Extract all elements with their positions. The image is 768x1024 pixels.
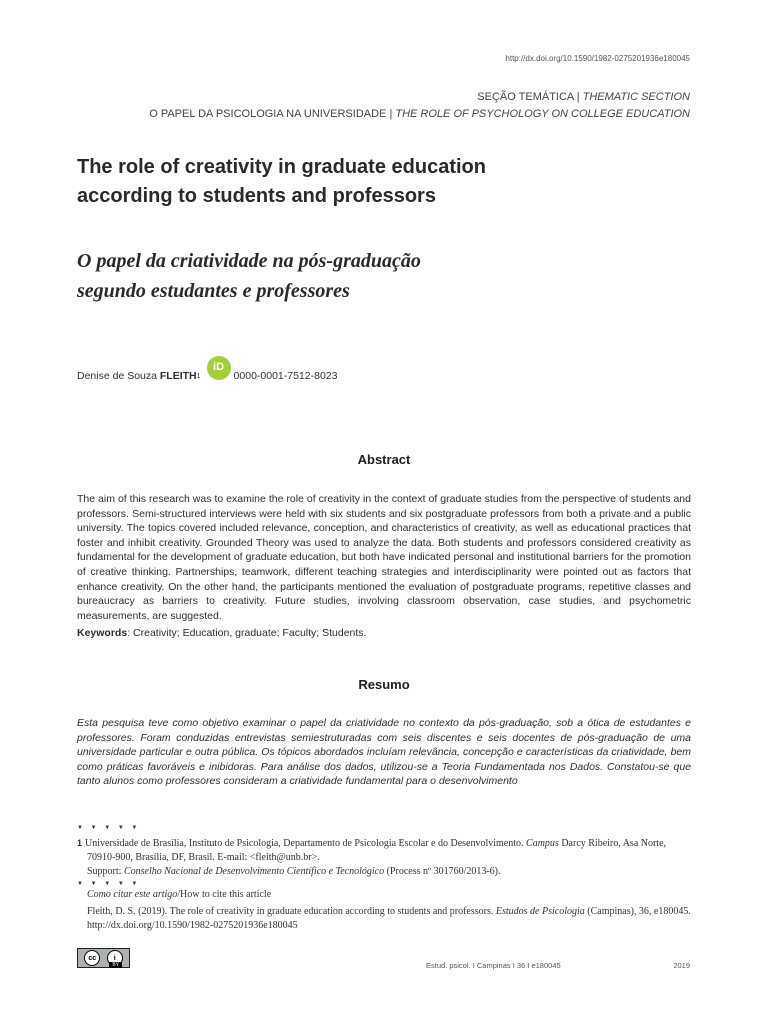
keywords: [77, 627, 691, 639]
support-process: (Process nº 301760/2013-6).: [384, 866, 501, 877]
orcid-icon[interactable]: [207, 356, 231, 380]
citation: [77, 905, 691, 933]
affiliation-rest: Darcy Ribeiro, Asa Norte, 70910-900, Brasília, DF, Brasil. E-mail: <fleith@unb.br>.: [87, 838, 667, 863]
doi-link[interactable]: http://dx.doi.org/10.1590/1982-0275201936e180045: [505, 54, 690, 63]
cc-icon: cc: [84, 950, 100, 966]
support-footnote: [77, 865, 691, 879]
support-org: Conselho Nacional de Desenvolvimento Científico e Tecnológico: [123, 866, 385, 877]
keywords-label: Keywords: [77, 627, 128, 639]
footnote-divider-arrows: ▼ ▼ ▼ ▼ ▼: [77, 825, 141, 831]
article-title-portuguese: [77, 246, 637, 306]
citation-rest: (Campinas), 36, e180045. http://dx.doi.org/10.1590/1982-0275201936e180045: [87, 906, 691, 931]
title-pt-line-2: segundo estudantes e professores: [77, 280, 350, 302]
section-line: [149, 89, 690, 106]
author-affiliation-mark: 1: [196, 372, 201, 380]
topic-separator: |: [386, 108, 396, 120]
section-en: THEMATIC SECTION: [582, 91, 690, 103]
title-en-line-1: The role of creativity in graduate education: [77, 156, 486, 178]
author-surname: FLEITH: [159, 370, 197, 382]
cc-by-license-badge[interactable]: [77, 948, 130, 968]
orcid-icon-label: iD: [213, 361, 225, 373]
section-separator: |: [573, 91, 583, 103]
resumo-heading: Resumo: [358, 677, 410, 692]
keywords-list: : Creativity; Education, graduate; Faculty; Students.: [127, 627, 367, 639]
topic-en: THE ROLE OF PSYCHOLOGY ON COLLEGE EDUCATION: [395, 108, 690, 120]
title-pt-line-1: O papel da criatividade na pós-graduação: [77, 250, 421, 272]
article-title-english: [77, 153, 637, 211]
footnote-divider-arrows-2: ▼ ▼ ▼ ▼ ▼: [77, 881, 141, 887]
author-given-name: Denise de Souza: [77, 370, 160, 382]
section-header: [149, 89, 690, 123]
publication-year: 2019: [673, 961, 690, 970]
attribution-icon: i: [107, 950, 123, 966]
footnote-mark: 1: [77, 838, 83, 848]
journal-reference: Estud. psicol. I Campinas I 36 I e180045: [426, 961, 561, 970]
cite-label-pt: Como citar este artigo: [87, 889, 178, 900]
abstract-text: The aim of this research was to examine the role of creativity in the context of graduate studies from the perspective of students and professors. Semi-structured interviews were held with six students and six postgraduate professors from both a private and a public university. The topics covered included relevance, conception, and characteristics of creativity, as well as educational practices that foster and inhibit creativity. Grounded Theory was used to analyze the data. Both students and professors considered creativity as fundamental for the development of graduate education, but both have indicated personal and institutional barriers for the promotion of creative thinking. Partnerships, teamwork, different teaching strategies and interdisciplinarity were pointed out as factors that enhance creativity. On the other hand, the participants mentioned the evaluation of postgraduate programs, repetitive classes and bureaucracy as barriers to creativity. Future studies, involving classroom observation, case studies, and psychometric measurements, are suggested.: [77, 493, 691, 622]
affiliation-campus: Campus: [526, 838, 559, 849]
orcid-id[interactable]: 0000-0001-7512-8023: [233, 370, 338, 382]
section-pt: SEÇÃO TEMÁTICA: [477, 91, 574, 103]
citation-journal: Estudos de Psicologia: [495, 906, 585, 917]
topic-pt: O PAPEL DA PSICOLOGIA NA UNIVERSIDADE: [149, 108, 387, 120]
title-en-line-2: according to students and professors: [77, 185, 436, 207]
abstract-heading: Abstract: [357, 452, 411, 467]
cite-label: [77, 888, 691, 902]
affiliation-text: Universidade de Brasília, Instituto de Psicologia, Departamento de Psicologia Escolar e do Desenvolvimento.: [85, 838, 527, 849]
topic-line: [149, 106, 690, 123]
cc-by-label: BY: [109, 962, 122, 968]
support-label: Support:: [87, 866, 124, 877]
affiliation-footnote: [77, 836, 691, 865]
cite-label-en: /How to cite this article: [177, 889, 272, 900]
citation-main: Fleith, D. S. (2019). The role of creativity in graduate education according to students and professors.: [87, 906, 496, 917]
resumo-text: Esta pesquisa teve como objetivo examinar o papel da criatividade no contexto da pós-graduação, sob a ótica de estudantes e professores. Foram conduzidas entrevistas semiestruturadas com seis discentes e seis docentes de pós-graduação de uma universidade particular e outra pública. Os tópicos abordados incluíam relevância, concepção e características da criatividade, bem como práticas favoráveis e inibidoras. Para análise dos dados, utilizou-se a Teoria Fundamentada nos Dados. Constatou-se que tanto alunos como professores consideram a criatividade fundamental para o desenvolvimento: [77, 717, 691, 788]
author-line: [77, 361, 338, 388]
